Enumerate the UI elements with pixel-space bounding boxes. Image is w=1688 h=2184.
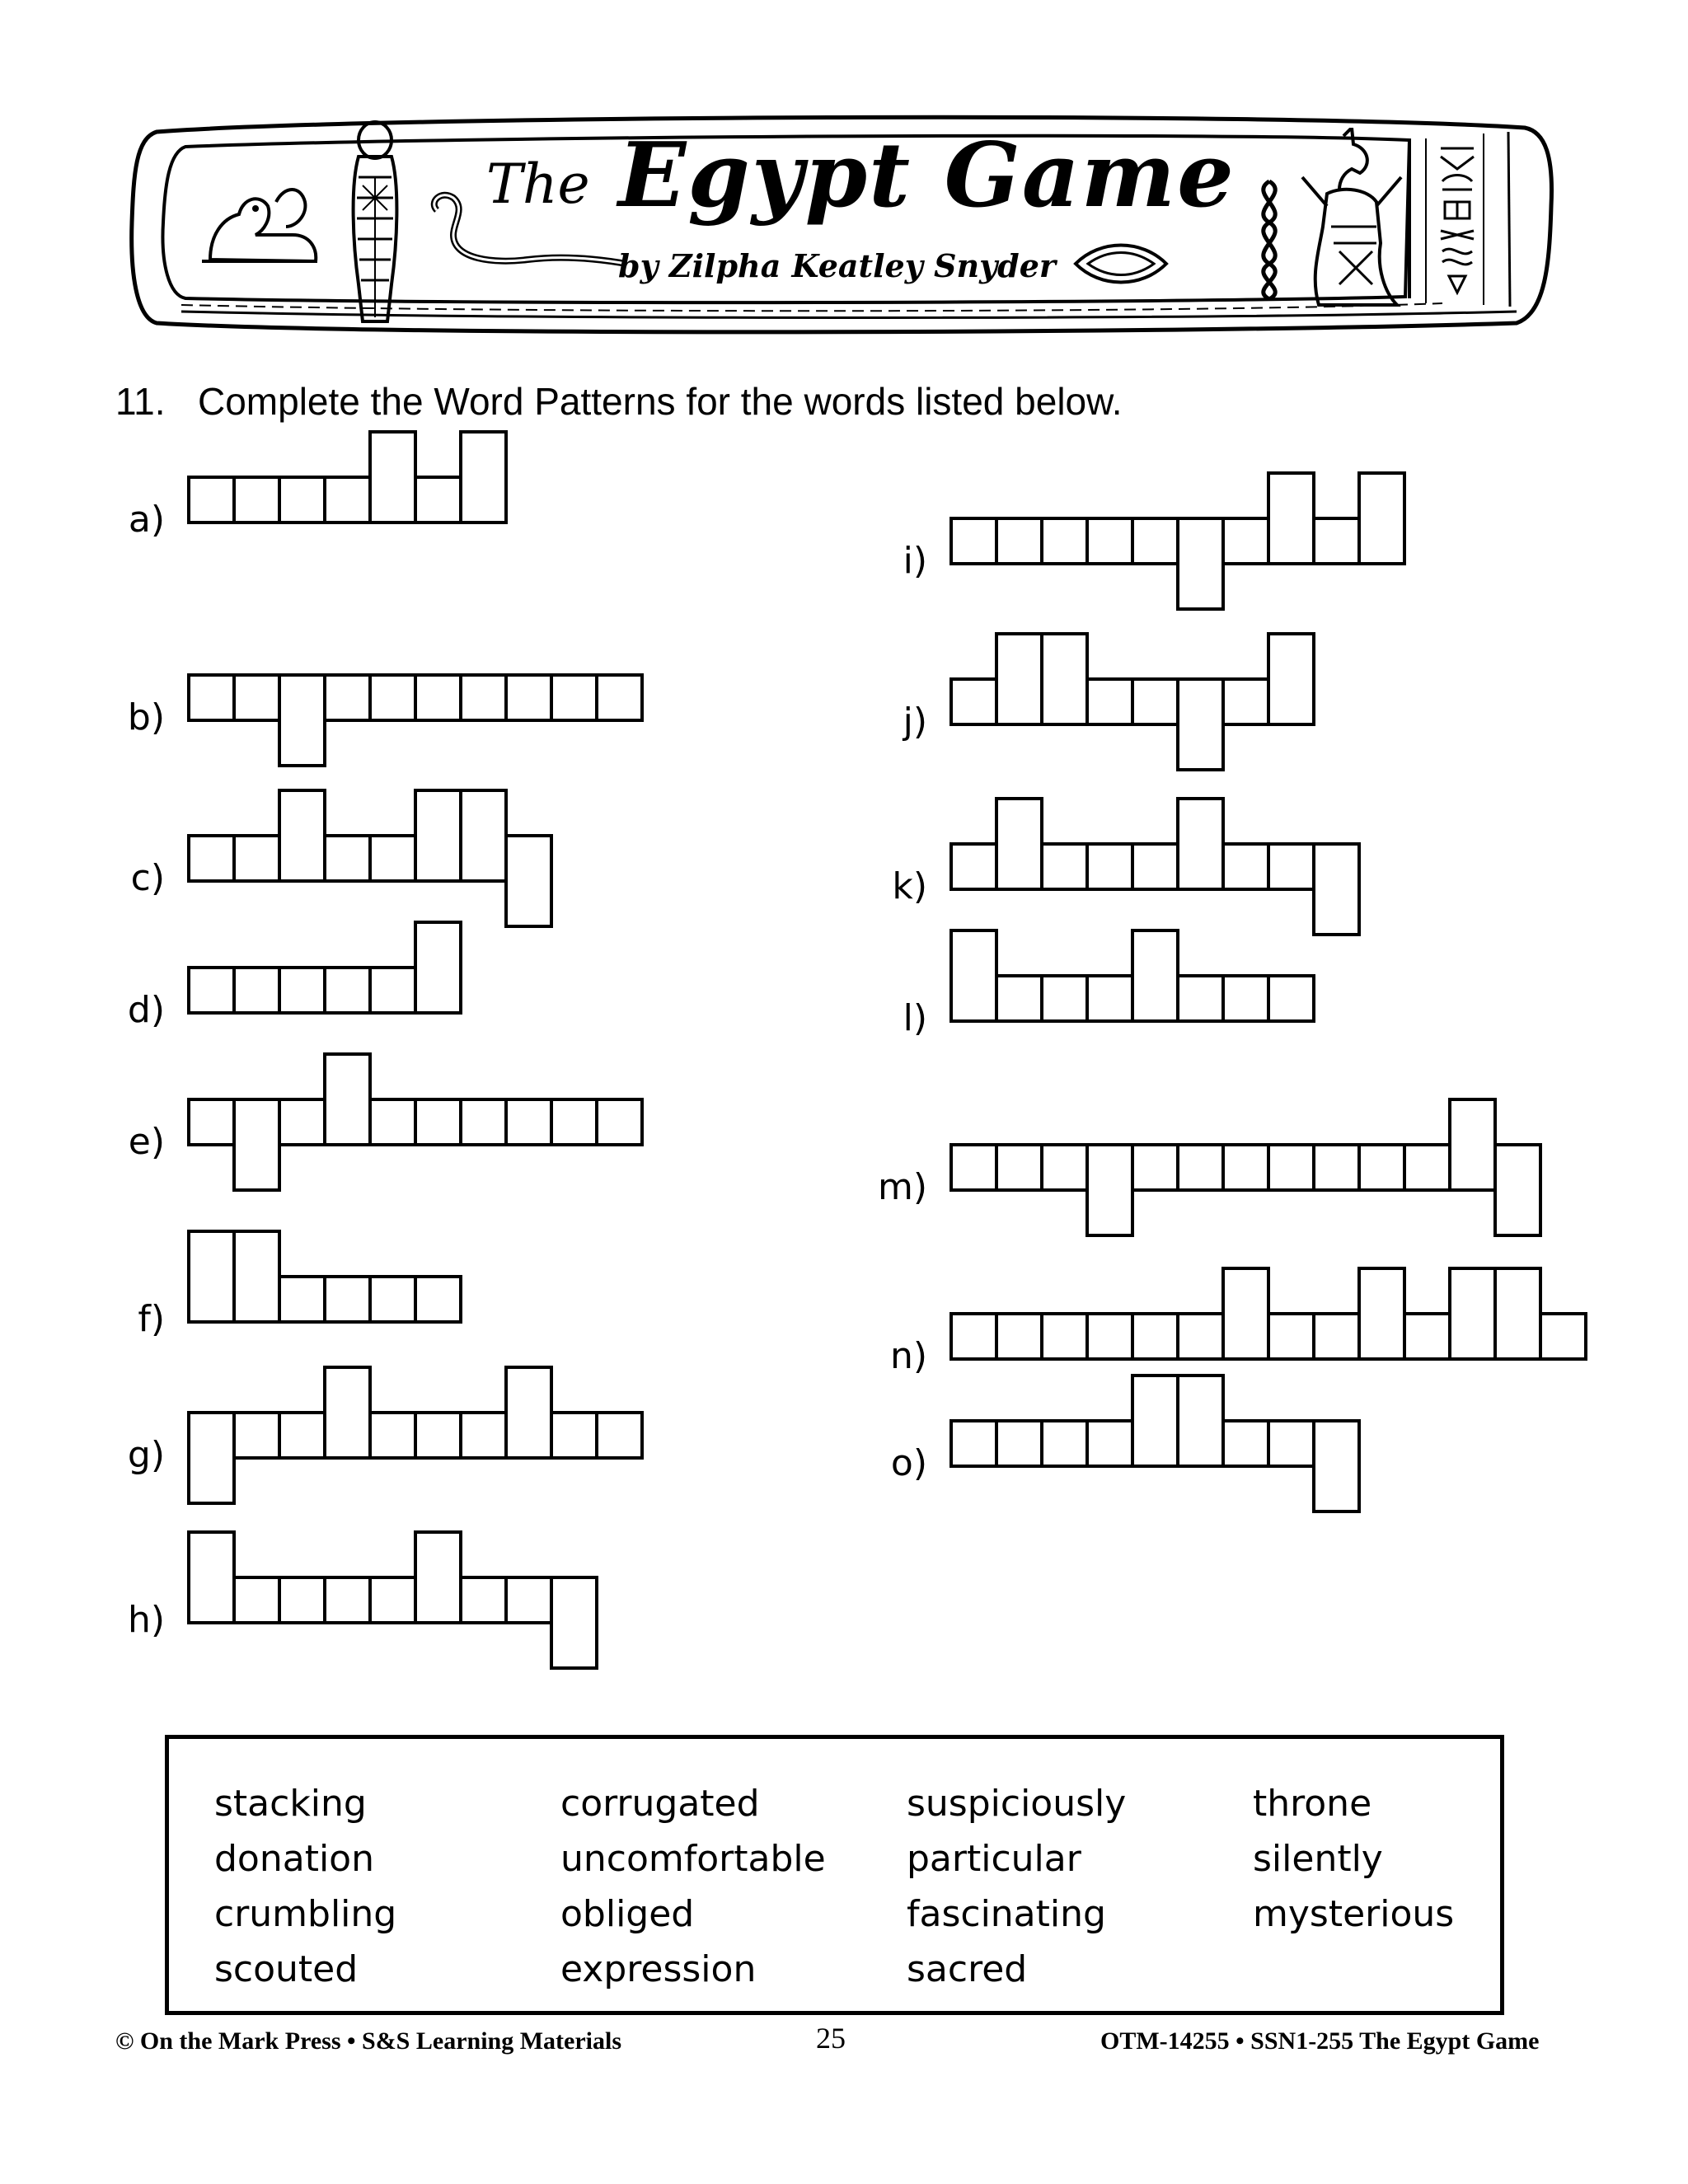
letter-box[interactable] <box>1314 1314 1359 1359</box>
letter-box[interactable] <box>951 1314 996 1359</box>
letter-box[interactable] <box>951 844 996 889</box>
eye-icon <box>1071 239 1170 288</box>
letter-box[interactable] <box>506 675 551 720</box>
letter-box[interactable] <box>1223 1268 1268 1359</box>
pattern-boxes <box>948 630 1317 773</box>
letter-box[interactable] <box>506 836 551 926</box>
pattern-boxes <box>185 1228 464 1371</box>
letter-box[interactable] <box>1268 844 1314 889</box>
letter-box[interactable] <box>996 634 1042 724</box>
letter-box[interactable] <box>370 1413 415 1458</box>
pattern-label: l) <box>903 997 927 1039</box>
letter-box[interactable] <box>189 477 234 523</box>
letter-box[interactable] <box>1223 1421 1268 1466</box>
letter-box[interactable] <box>415 1413 461 1458</box>
letter-box[interactable] <box>1178 1376 1223 1466</box>
letter-box[interactable] <box>1268 1314 1314 1359</box>
pattern-label: j) <box>903 701 927 743</box>
letter-box[interactable] <box>370 1577 415 1623</box>
anubis-icon <box>1294 128 1409 317</box>
letter-box[interactable] <box>1404 1145 1450 1190</box>
pattern-boxes <box>185 919 464 1062</box>
letter-box[interactable] <box>234 968 279 1013</box>
pattern-label: o) <box>890 1442 927 1484</box>
word-column-3 <box>907 1776 1126 1997</box>
footer-product-code: OTM-14255 • SSN1-255 The Egypt Game <box>1100 2027 1540 2055</box>
letter-box[interactable] <box>1268 1421 1314 1466</box>
letter-box[interactable] <box>325 675 370 720</box>
word-item: silently <box>1253 1838 1383 1880</box>
word-item: uncomfortable <box>560 1838 826 1880</box>
letter-box[interactable] <box>279 1099 325 1145</box>
letter-box[interactable] <box>370 432 415 523</box>
letter-box[interactable] <box>1178 1145 1223 1190</box>
pattern-boxes <box>948 927 1317 1070</box>
letter-box[interactable] <box>951 930 996 1021</box>
letter-box[interactable] <box>234 1413 279 1458</box>
page-number: 25 <box>816 2022 846 2055</box>
word-list-box <box>165 1735 1504 2015</box>
letter-box[interactable] <box>1540 1314 1586 1359</box>
letter-box[interactable] <box>996 518 1042 564</box>
pattern-label: e) <box>128 1121 165 1163</box>
letter-box[interactable] <box>1223 518 1268 564</box>
letter-box[interactable] <box>1359 1145 1404 1190</box>
letter-box[interactable] <box>1042 844 1087 889</box>
letter-box[interactable] <box>1450 1268 1495 1359</box>
letter-box[interactable] <box>551 675 597 720</box>
pattern-boxes <box>185 1529 600 1671</box>
letter-box[interactable] <box>1314 518 1359 564</box>
letter-box[interactable] <box>1132 844 1178 889</box>
author-byline: by Zilpha Keatley Snyder <box>618 247 1056 284</box>
letter-box[interactable] <box>415 1277 461 1322</box>
letter-box[interactable] <box>279 1577 325 1623</box>
letter-box[interactable] <box>189 968 234 1013</box>
letter-box[interactable] <box>325 477 370 523</box>
letter-box[interactable] <box>189 675 234 720</box>
letter-box[interactable] <box>951 1421 996 1466</box>
footer-copyright: © On the Mark Press • S&S Learning Materials <box>115 2027 621 2055</box>
word-item: sacred <box>907 1948 1028 1990</box>
letter-box[interactable] <box>279 477 325 523</box>
letter-box[interactable] <box>279 968 325 1013</box>
letter-box[interactable] <box>1223 679 1268 724</box>
letter-box[interactable] <box>370 836 415 881</box>
letter-box[interactable] <box>461 432 506 523</box>
letter-box[interactable] <box>325 968 370 1013</box>
letter-box[interactable] <box>597 1099 642 1145</box>
pattern-label: n) <box>889 1335 927 1377</box>
letter-box[interactable] <box>415 1532 461 1623</box>
letter-box[interactable] <box>1087 1314 1132 1359</box>
word-item: crumbling <box>214 1893 397 1935</box>
pattern-boxes <box>948 795 1362 938</box>
letter-box[interactable] <box>325 836 370 881</box>
word-item: obliged <box>560 1893 695 1935</box>
letter-box[interactable] <box>370 1277 415 1322</box>
letter-box[interactable] <box>461 790 506 881</box>
pattern-boxes <box>185 787 555 930</box>
letter-box[interactable] <box>1087 1421 1132 1466</box>
pattern-label: g) <box>127 1434 165 1476</box>
pattern-boxes <box>948 470 1408 612</box>
letter-box[interactable] <box>996 976 1042 1021</box>
word-item: donation <box>214 1838 374 1880</box>
letter-box[interactable] <box>551 1577 597 1668</box>
word-item: throne <box>1253 1783 1372 1825</box>
word-item: suspiciously <box>907 1783 1127 1825</box>
letter-box[interactable] <box>551 1099 597 1145</box>
letter-box[interactable] <box>1087 976 1132 1021</box>
letter-box[interactable] <box>1087 844 1132 889</box>
word-item: corrugated <box>560 1783 760 1825</box>
sphinx-icon <box>194 169 326 276</box>
letter-box[interactable] <box>506 1099 551 1145</box>
word-item: particular <box>907 1838 1081 1880</box>
letter-box[interactable] <box>1178 976 1223 1021</box>
letter-box[interactable] <box>461 1577 506 1623</box>
letter-box[interactable] <box>189 1231 234 1322</box>
letter-box[interactable] <box>1495 1268 1540 1359</box>
question-number: 11. <box>115 380 166 423</box>
letter-box[interactable] <box>1314 1145 1359 1190</box>
letter-box[interactable] <box>506 1577 551 1623</box>
pattern-label: f) <box>138 1298 165 1340</box>
word-item: scouted <box>214 1948 359 1990</box>
letter-box[interactable] <box>415 477 461 523</box>
letter-box[interactable] <box>1042 976 1087 1021</box>
instruction <box>115 379 1123 424</box>
letter-box[interactable] <box>234 1099 279 1190</box>
letter-box[interactable] <box>279 1277 325 1322</box>
letter-box[interactable] <box>370 675 415 720</box>
letter-box[interactable] <box>415 922 461 1013</box>
letter-box[interactable] <box>1132 930 1178 1021</box>
letter-box[interactable] <box>1268 976 1314 1021</box>
letter-box[interactable] <box>1223 844 1268 889</box>
pattern-boxes <box>185 1364 645 1507</box>
pattern-boxes <box>948 1372 1362 1515</box>
word-item: stacking <box>214 1783 367 1825</box>
word-item: fascinating <box>907 1893 1106 1935</box>
letter-box[interactable] <box>415 790 461 881</box>
letter-box[interactable] <box>1359 473 1404 564</box>
word-item: mysterious <box>1253 1893 1455 1935</box>
pattern-label: i) <box>903 540 927 582</box>
letter-box[interactable] <box>1314 1421 1359 1511</box>
letter-box[interactable] <box>1087 518 1132 564</box>
letter-box[interactable] <box>951 1145 996 1190</box>
pattern-label: m) <box>878 1166 928 1208</box>
letter-box[interactable] <box>996 1421 1042 1466</box>
letter-box[interactable] <box>1042 634 1087 724</box>
hieroglyph-column-icon <box>1432 140 1482 301</box>
word-column-4 <box>1253 1776 1454 1942</box>
letter-box[interactable] <box>1359 1268 1404 1359</box>
letter-box[interactable] <box>1314 844 1359 935</box>
pattern-boxes <box>185 1051 645 1193</box>
pattern-label: b) <box>127 696 165 738</box>
letter-box[interactable] <box>1042 1145 1087 1190</box>
letter-box[interactable] <box>1268 1145 1314 1190</box>
letter-box[interactable] <box>189 1099 234 1145</box>
letter-box[interactable] <box>234 836 279 881</box>
letter-box[interactable] <box>234 477 279 523</box>
letter-box[interactable] <box>461 1099 506 1145</box>
letter-box[interactable] <box>996 799 1042 889</box>
knot-icon <box>1245 177 1294 301</box>
mummy-icon <box>346 120 404 330</box>
instruction-text: Complete the Word Patterns for the words listed below. <box>198 380 1123 423</box>
letter-box[interactable] <box>597 1413 642 1458</box>
letter-box[interactable] <box>1223 1145 1268 1190</box>
book-title: Egypt Game <box>618 124 1236 227</box>
letter-box[interactable] <box>1223 976 1268 1021</box>
letter-box[interactable] <box>234 675 279 720</box>
letter-box[interactable] <box>996 1145 1042 1190</box>
letter-box[interactable] <box>551 1413 597 1458</box>
pattern-label: a) <box>128 499 165 541</box>
letter-box[interactable] <box>1178 679 1223 770</box>
letter-box[interactable] <box>189 1532 234 1623</box>
letter-box[interactable] <box>189 1413 234 1503</box>
letter-box[interactable] <box>461 675 506 720</box>
pattern-label: h) <box>127 1599 165 1641</box>
letter-box[interactable] <box>1268 634 1314 724</box>
letter-box[interactable] <box>1132 1314 1178 1359</box>
pattern-boxes <box>185 429 509 571</box>
letter-box[interactable] <box>1495 1145 1540 1235</box>
letter-box[interactable] <box>996 1314 1042 1359</box>
title-prefix: The <box>486 152 590 216</box>
word-column-1 <box>214 1776 396 1997</box>
letter-box[interactable] <box>279 1413 325 1458</box>
letter-box[interactable] <box>1042 518 1087 564</box>
letter-box[interactable] <box>1087 1145 1132 1235</box>
letter-box[interactable] <box>1178 1314 1223 1359</box>
letter-box[interactable] <box>189 836 234 881</box>
letter-box[interactable] <box>1042 1314 1087 1359</box>
word-item: expression <box>560 1948 757 1990</box>
letter-box[interactable] <box>1404 1314 1450 1359</box>
pattern-label: k) <box>892 865 927 907</box>
letter-box[interactable] <box>279 675 325 766</box>
letter-box[interactable] <box>951 679 996 724</box>
letter-box[interactable] <box>279 790 325 881</box>
letter-box[interactable] <box>325 1577 370 1623</box>
letter-box[interactable] <box>325 1367 370 1458</box>
letter-box[interactable] <box>370 1099 415 1145</box>
letter-box[interactable] <box>597 675 642 720</box>
letter-box[interactable] <box>1178 799 1223 889</box>
letter-box[interactable] <box>325 1277 370 1322</box>
letter-box[interactable] <box>1132 518 1178 564</box>
letter-box[interactable] <box>1132 1376 1178 1466</box>
letter-box[interactable] <box>370 968 415 1013</box>
pattern-boxes <box>185 626 645 769</box>
letter-box[interactable] <box>951 518 996 564</box>
letter-box[interactable] <box>415 1099 461 1145</box>
letter-box[interactable] <box>1132 679 1178 724</box>
letter-box[interactable] <box>325 1054 370 1145</box>
letter-box[interactable] <box>506 1367 551 1458</box>
letter-box[interactable] <box>1178 518 1223 609</box>
letter-box[interactable] <box>1268 473 1314 564</box>
letter-box[interactable] <box>234 1231 279 1322</box>
pattern-boxes <box>948 1096 1544 1239</box>
word-column-2 <box>560 1776 826 1997</box>
letter-box[interactable] <box>234 1577 279 1623</box>
letter-box[interactable] <box>415 675 461 720</box>
title-banner <box>124 107 1558 346</box>
letter-box[interactable] <box>1087 679 1132 724</box>
letter-box[interactable] <box>1042 1421 1087 1466</box>
pattern-label: c) <box>130 857 165 899</box>
letter-box[interactable] <box>1450 1099 1495 1190</box>
letter-box[interactable] <box>1132 1145 1178 1190</box>
letter-box[interactable] <box>461 1413 506 1458</box>
pattern-label: d) <box>127 989 165 1031</box>
